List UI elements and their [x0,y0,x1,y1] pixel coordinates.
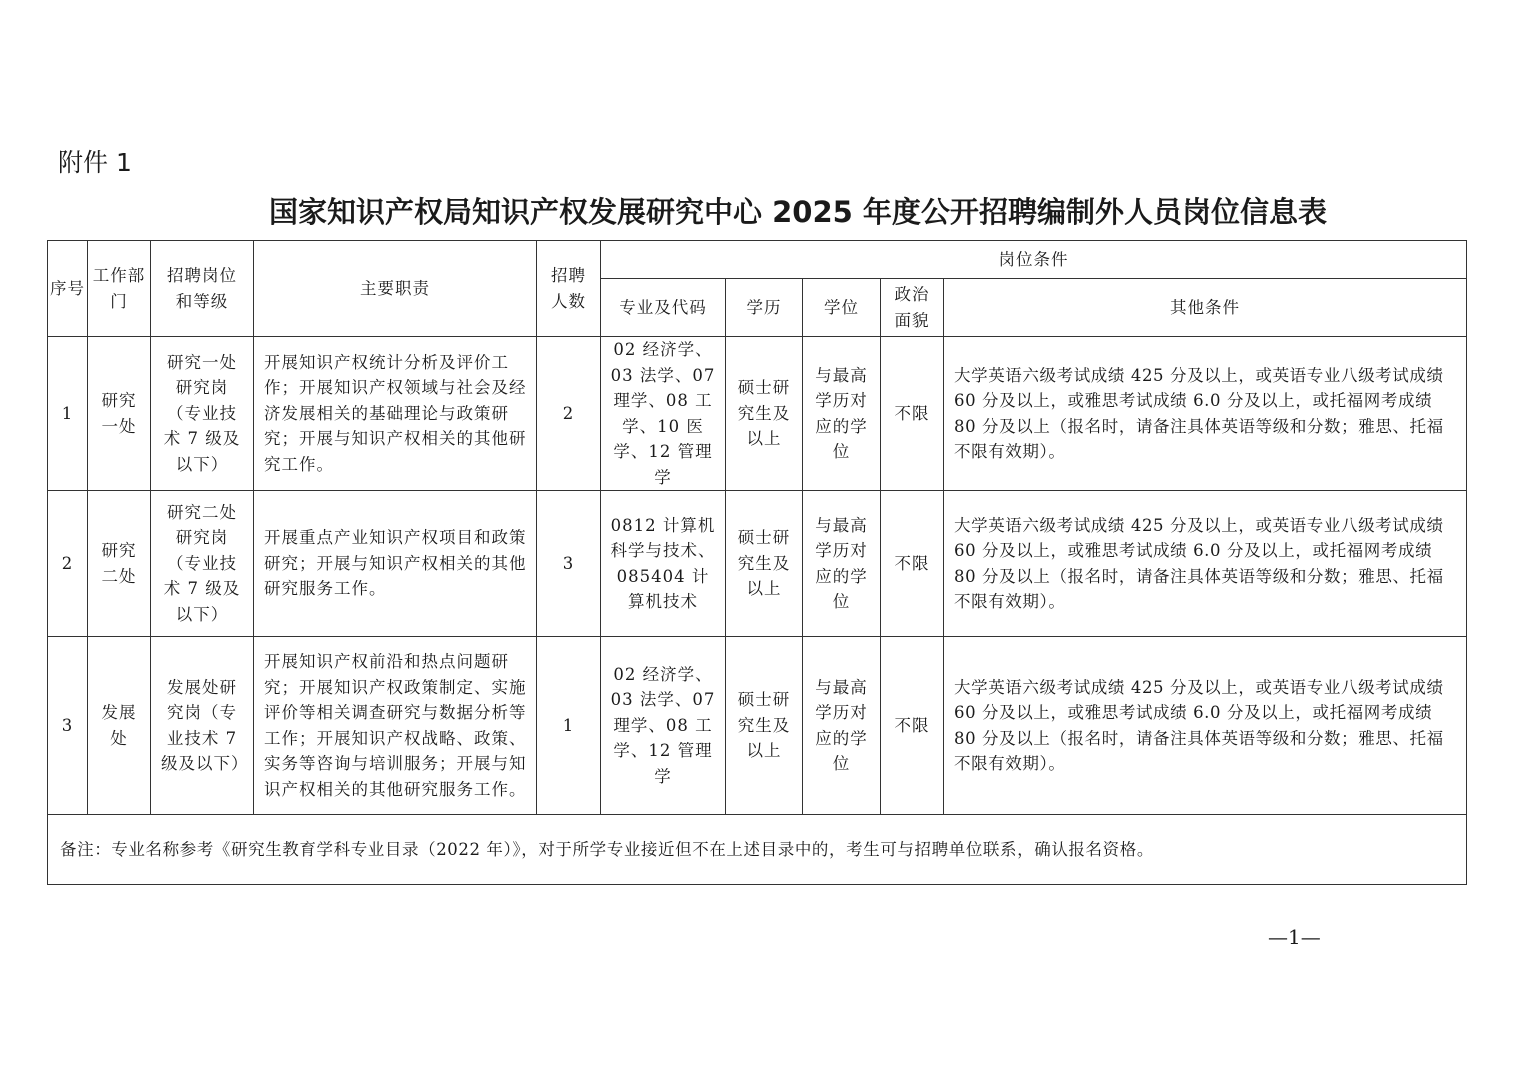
row-degree: 与最高学历对应的学位 [803,337,881,491]
row-seq: 3 [48,637,88,815]
row-other: 大学英语六级考试成绩 425 分及以上，或英语专业八级考试成绩 60 分及以上，或雅思考试成绩 6.0 分及以上，或托福网考成绩 80 分及以上（报名时，请备注具体英语等级和分数；雅思、托福不限有效期）。 [944,491,1467,637]
header-conditions: 岗位条件 [601,241,1467,279]
row-political: 不限 [881,491,944,637]
table-row [48,491,1467,637]
row-dept: 发展处 [88,637,151,815]
table-row [48,637,1467,815]
attachment-label: 附件 1 [58,148,132,177]
row-other: 大学英语六级考试成绩 425 分及以上，或英语专业八级考试成绩 60 分及以上，或雅思考试成绩 6.0 分及以上，或托福网考成绩 80 分及以上（报名时，请备注具体英语等级和分数；雅思、托福不限有效期）。 [944,337,1467,491]
header-education: 学历 [726,279,803,337]
positions-table [47,240,1467,885]
row-other: 大学英语六级考试成绩 425 分及以上，或英语专业八级考试成绩 60 分及以上，或雅思考试成绩 6.0 分及以上，或托福网考成绩 80 分及以上（报名时，请备注具体英语等级和分数；雅思、托福不限有效期）。 [944,637,1467,815]
row-duty: 开展知识产权统计分析及评价工作；开展知识产权领域与社会及经济发展相关的基础理论与政策研究；开展与知识产权相关的其他研究工作。 [254,337,537,491]
row-position: 研究二处研究岗（专业技术 7 级及以下） [151,491,254,637]
row-degree: 与最高学历对应的学位 [803,637,881,815]
row-duty: 开展知识产权前沿和热点问题研究；开展知识产权政策制定、实施评价等相关调查研究与数据分析等工作；开展知识产权战略、政策、实务等咨询与培训服务；开展与知识产权相关的其他研究服务工作。 [254,637,537,815]
row-dept: 研究一处 [88,337,151,491]
header-major: 专业及代码 [601,279,726,337]
row-dept: 研究二处 [88,491,151,637]
row-degree: 与最高学历对应的学位 [803,491,881,637]
row-count: 1 [537,637,601,815]
header-row [48,241,1467,279]
row-major: 02 经济学、03 法学、07 理学、08 工学、12 管理学 [601,637,726,815]
row-major: 0812 计算机科学与技术、085404 计算机技术 [601,491,726,637]
row-count: 2 [537,337,601,491]
row-education: 硕士研究生及以上 [726,337,803,491]
header-dept: 工作部门 [88,241,151,337]
row-major: 02 经济学、03 法学、07 理学、08 工学、10 医学、12 管理学 [601,337,726,491]
note-row [48,815,1467,885]
row-political: 不限 [881,637,944,815]
page-number: —1— [1268,925,1321,949]
table-row [48,337,1467,491]
row-education: 硕士研究生及以上 [726,637,803,815]
header-other: 其他条件 [944,279,1467,337]
row-education: 硕士研究生及以上 [726,491,803,637]
row-seq: 2 [48,491,88,637]
row-duty: 开展重点产业知识产权项目和政策研究；开展与知识产权相关的其他研究服务工作。 [254,491,537,637]
row-count: 3 [537,491,601,637]
header-duty: 主要职责 [254,241,537,337]
header-seq: 序号 [48,241,88,337]
page-title: 国家知识产权局知识产权发展研究中心 2025 年度公开招聘编制外人员岗位信息表 [269,195,1327,229]
header-degree: 学位 [803,279,881,337]
header-count: 招聘人数 [537,241,601,337]
row-position: 研究一处研究岗（专业技术 7 级及以下） [151,337,254,491]
row-political: 不限 [881,337,944,491]
table-note: 备注：专业名称参考《研究生教育学科专业目录（2022 年）》，对于所学专业接近但不在上述目录中的，考生可与招聘单位联系，确认报名资格。 [48,815,1467,885]
header-position: 招聘岗位和等级 [151,241,254,337]
header-political: 政治面貌 [881,279,944,337]
row-seq: 1 [48,337,88,491]
row-position: 发展处研究岗（专业技术 7 级及以下） [151,637,254,815]
